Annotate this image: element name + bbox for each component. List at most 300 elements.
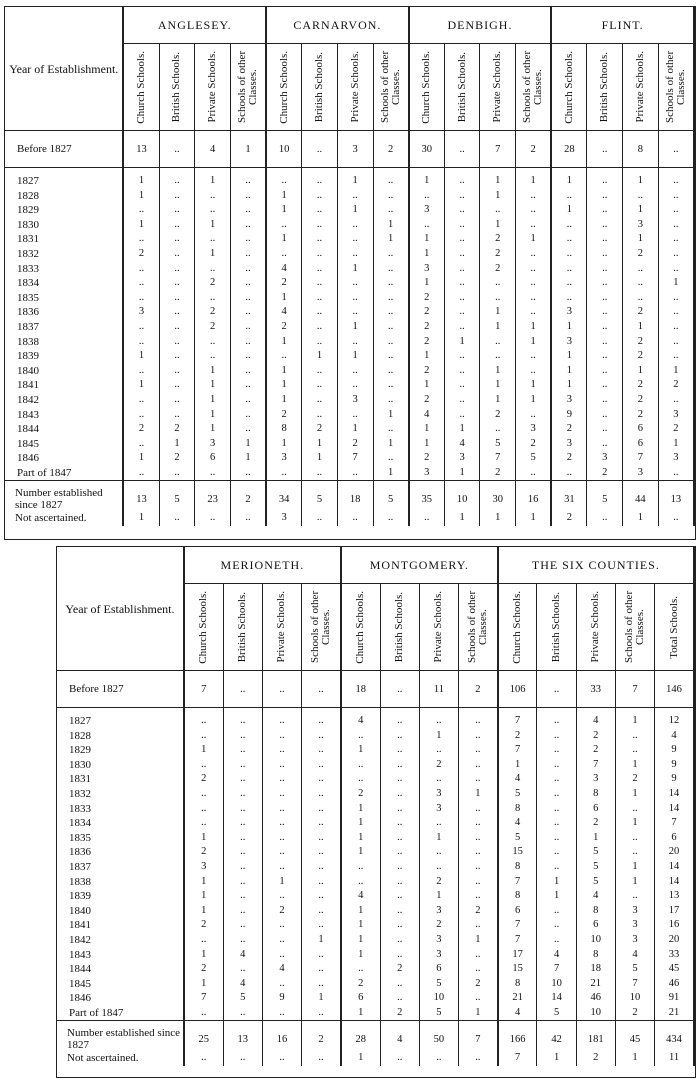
table-cell: 2 xyxy=(195,320,231,335)
table-cell: 2 xyxy=(623,305,659,320)
table-cell: .. xyxy=(195,232,231,247)
table-cell: 5 xyxy=(537,1006,576,1021)
table-cell: .. xyxy=(223,1051,262,1066)
table-cell: 10 xyxy=(576,933,615,948)
table-cell: 7 xyxy=(498,918,537,933)
table-cell: .. xyxy=(615,743,654,758)
column-header xyxy=(409,44,445,131)
column-header xyxy=(576,584,615,671)
table-cell: 5 xyxy=(419,977,458,992)
table-cell: 1 xyxy=(184,875,223,890)
table-cell: .. xyxy=(373,174,409,189)
table-cell: 9 xyxy=(551,408,587,423)
table-cell: 2 xyxy=(337,437,373,452)
table-cell: .. xyxy=(459,729,498,744)
table-cell: .. xyxy=(459,1051,498,1066)
column-header-label: Church Schools. xyxy=(135,50,148,124)
table-cell: .. xyxy=(373,511,409,526)
table-cell: .. xyxy=(337,378,373,393)
table-cell: 2 xyxy=(658,378,694,393)
table-cell: .. xyxy=(459,802,498,817)
table-cell: 3 xyxy=(409,203,445,218)
table-cell: .. xyxy=(230,335,266,350)
table-cell: 2 xyxy=(262,904,301,919)
table-cell: 1 xyxy=(658,276,694,291)
table-cell: 2 xyxy=(498,729,537,744)
table-cell: .. xyxy=(551,232,587,247)
table-cell: .. xyxy=(623,189,659,204)
table-cell: 2 xyxy=(576,1051,615,1066)
table-cell: .. xyxy=(516,203,552,218)
table-cell: .. xyxy=(587,378,623,393)
table-cell: 33 xyxy=(655,948,694,963)
table-cell: 2 xyxy=(341,787,380,802)
table-cell: .. xyxy=(262,948,301,963)
table-cell: 434 xyxy=(655,1021,694,1052)
table-cell: .. xyxy=(262,977,301,992)
table-cell: 4 xyxy=(223,948,262,963)
row-label: 1844 xyxy=(5,422,123,437)
table-cell: .. xyxy=(419,772,458,787)
table-cell: .. xyxy=(537,787,576,802)
table-cell: .. xyxy=(302,393,338,408)
row-label: 1830 xyxy=(57,758,184,773)
table-cell: 1 xyxy=(516,232,552,247)
table-cell: 2 xyxy=(576,729,615,744)
table-cell: 1 xyxy=(409,437,445,452)
table-cell: .. xyxy=(658,203,694,218)
table-cell: 1 xyxy=(516,320,552,335)
year-row xyxy=(5,291,694,306)
table-cell: 1 xyxy=(123,174,159,189)
table-cell: 2 xyxy=(576,743,615,758)
row-label: 1827 xyxy=(5,174,123,189)
table-cell: 2 xyxy=(480,262,516,277)
table-cell: 1 xyxy=(419,729,458,744)
table-cell: 1 xyxy=(480,320,516,335)
row-label: Not ascertained. xyxy=(57,1051,184,1066)
table-cell: 1 xyxy=(615,714,654,729)
table-cell: .. xyxy=(587,364,623,379)
table-cell: .. xyxy=(159,232,195,247)
row-label: 1827 xyxy=(57,714,184,729)
table-cell: 1 xyxy=(341,918,380,933)
table-cell: .. xyxy=(223,802,262,817)
table-cell: 5 xyxy=(498,831,537,846)
table-cell: .. xyxy=(302,889,341,904)
table-cell: 1 xyxy=(337,203,373,218)
row-label: 1844 xyxy=(57,962,184,977)
year-row xyxy=(5,408,694,423)
table-cell: .. xyxy=(373,393,409,408)
table-cell: 1 xyxy=(337,262,373,277)
table-cell: 9 xyxy=(655,743,694,758)
column-header-label: Schools of other Classes. xyxy=(308,590,332,664)
table-cell: .. xyxy=(658,305,694,320)
table-cell: 1 xyxy=(480,305,516,320)
table-cell: 4 xyxy=(262,962,301,977)
table-cell: 4 xyxy=(576,714,615,729)
table-cell: 1 xyxy=(184,743,223,758)
table-cell: .. xyxy=(537,714,576,729)
row-label: 1843 xyxy=(5,408,123,423)
column-header xyxy=(419,584,458,671)
year-row xyxy=(57,743,694,758)
column-header-label: Schools of other Classes. xyxy=(465,590,489,664)
table-cell: 4 xyxy=(498,772,537,787)
table-cell: .. xyxy=(302,247,338,262)
year-row xyxy=(5,364,694,379)
table-cell: 1 xyxy=(184,831,223,846)
table-cell: .. xyxy=(419,743,458,758)
table-cell: .. xyxy=(262,831,301,846)
table-cell: 5 xyxy=(419,1006,458,1021)
table-cell: .. xyxy=(223,671,262,708)
table-cell: 1 xyxy=(341,1006,380,1021)
table-cell: .. xyxy=(623,276,659,291)
table-panel-bottom xyxy=(56,546,696,1078)
table-cell: .. xyxy=(195,291,231,306)
table-cell: .. xyxy=(409,218,445,233)
table-cell: 3 xyxy=(551,305,587,320)
column-header xyxy=(480,44,516,131)
table-cell: .. xyxy=(459,875,498,890)
table-cell: 3 xyxy=(587,451,623,466)
row-label: 1832 xyxy=(57,787,184,802)
table-cell: .. xyxy=(587,262,623,277)
table-cell: 1 xyxy=(195,422,231,437)
column-header xyxy=(337,44,373,131)
table-cell: .. xyxy=(262,1006,301,1021)
table-cell: .. xyxy=(337,189,373,204)
table-cell: .. xyxy=(159,511,195,526)
table-cell: 2 xyxy=(516,131,552,168)
table-cell: 1 xyxy=(459,787,498,802)
table-cell: 16 xyxy=(262,1021,301,1052)
table-cell: 20 xyxy=(655,933,694,948)
table-cell: 1 xyxy=(123,451,159,466)
table-cell: .. xyxy=(223,714,262,729)
table-cell: 3 xyxy=(658,408,694,423)
table-cell: 1 xyxy=(409,378,445,393)
year-row xyxy=(57,816,694,831)
table-cell: 1 xyxy=(373,408,409,423)
table-cell: .. xyxy=(380,948,419,963)
table-cell: .. xyxy=(380,671,419,708)
table-cell: 25 xyxy=(184,1021,223,1052)
table-cell: .. xyxy=(516,349,552,364)
table-cell: 3 xyxy=(419,948,458,963)
table-cell: 7 xyxy=(576,758,615,773)
table-cell: 2 xyxy=(159,451,195,466)
year-row xyxy=(57,1006,694,1021)
table-cell: .. xyxy=(302,320,338,335)
table-cell: .. xyxy=(587,349,623,364)
table-cell: .. xyxy=(537,758,576,773)
year-row xyxy=(5,305,694,320)
table-cell: 2 xyxy=(409,393,445,408)
table-cell: 1 xyxy=(123,511,159,526)
table-cell: 2 xyxy=(587,466,623,481)
table-cell: 6 xyxy=(576,918,615,933)
table-cell: 21 xyxy=(655,1006,694,1021)
table-cell: .. xyxy=(373,247,409,262)
table-cell: .. xyxy=(444,232,480,247)
table-cell: .. xyxy=(159,189,195,204)
table-cell: 3 xyxy=(658,451,694,466)
table-cell: 1 xyxy=(480,364,516,379)
column-header xyxy=(195,44,231,131)
table-cell: .. xyxy=(537,743,576,758)
table-cell: .. xyxy=(516,247,552,262)
table-cell: 50 xyxy=(419,1021,458,1052)
table-cell: .. xyxy=(537,671,576,708)
table-cell: .. xyxy=(302,918,341,933)
table-cell: .. xyxy=(341,875,380,890)
table-cell: .. xyxy=(302,305,338,320)
table-cell: 6 xyxy=(576,802,615,817)
table-cell: 5 xyxy=(480,437,516,452)
table-cell: 1 xyxy=(480,393,516,408)
column-header xyxy=(537,584,576,671)
table-cell: .. xyxy=(123,276,159,291)
table-cell: .. xyxy=(230,262,266,277)
table-cell: 7 xyxy=(655,816,694,831)
table-cell: 7 xyxy=(623,451,659,466)
table-cell: .. xyxy=(223,889,262,904)
table-cell: .. xyxy=(159,466,195,481)
table-cell: 17 xyxy=(655,904,694,919)
table-cell: 2 xyxy=(230,481,266,512)
table-cell: 7 xyxy=(498,875,537,890)
table-cell: 1 xyxy=(184,948,223,963)
table-cell: 1 xyxy=(615,875,654,890)
table-cell: .. xyxy=(223,1006,262,1021)
column-header xyxy=(623,44,659,131)
table-cell: 16 xyxy=(655,918,694,933)
table-cell: .. xyxy=(587,291,623,306)
table-cell: 1 xyxy=(516,335,552,350)
column-header xyxy=(123,44,159,131)
table-cell: 13 xyxy=(123,481,159,512)
table-cell: .. xyxy=(459,714,498,729)
row-label: 1833 xyxy=(5,262,123,277)
year-row xyxy=(5,335,694,350)
column-header xyxy=(459,584,498,671)
table-cell: .. xyxy=(159,291,195,306)
table-cell: 35 xyxy=(409,481,445,512)
table-cell: 9 xyxy=(655,772,694,787)
table-cell: 13 xyxy=(658,481,694,512)
table-cell: .. xyxy=(658,320,694,335)
table-cell: .. xyxy=(551,262,587,277)
table-cell: .. xyxy=(480,276,516,291)
table-cell: 3 xyxy=(409,466,445,481)
table-cell: .. xyxy=(459,845,498,860)
table-cell: .. xyxy=(159,174,195,189)
table-cell: .. xyxy=(230,349,266,364)
column-header xyxy=(159,44,195,131)
table-cell: 30 xyxy=(480,481,516,512)
table-cell: 2 xyxy=(123,247,159,262)
table-cell: 2 xyxy=(623,408,659,423)
row-label: 1839 xyxy=(5,349,123,364)
row-label: Before 1827 xyxy=(57,671,184,708)
column-header xyxy=(551,44,587,131)
table-cell: 1 xyxy=(262,875,301,890)
table-cell: 7 xyxy=(498,743,537,758)
table-cell: .. xyxy=(380,729,419,744)
table-cell: .. xyxy=(380,845,419,860)
table-cell: .. xyxy=(223,933,262,948)
table-cell: .. xyxy=(551,189,587,204)
table-cell: 3 xyxy=(551,335,587,350)
table-cell: .. xyxy=(262,918,301,933)
table-cell: 1 xyxy=(480,174,516,189)
table-cell: 1 xyxy=(195,174,231,189)
table-cell: 1 xyxy=(341,845,380,860)
table-cell: .. xyxy=(302,904,341,919)
table-cell: .. xyxy=(341,860,380,875)
table-panel-top xyxy=(4,6,696,540)
column-header xyxy=(262,584,301,671)
table-cell: .. xyxy=(262,758,301,773)
table-cell: 2 xyxy=(615,772,654,787)
table-cell: 1 xyxy=(373,218,409,233)
year-row xyxy=(5,378,694,393)
table-cell: 6 xyxy=(341,991,380,1006)
table-cell: 4 xyxy=(380,1021,419,1052)
total-row xyxy=(57,1021,694,1052)
year-row xyxy=(5,466,694,481)
column-header-label: Private Schools. xyxy=(348,51,361,123)
table-cell: 1 xyxy=(184,904,223,919)
table-cell: 2 xyxy=(380,962,419,977)
year-row xyxy=(5,232,694,247)
column-header-label: Church Schools. xyxy=(354,590,367,664)
table-cell: .. xyxy=(587,247,623,262)
column-header-label: Church Schools. xyxy=(420,50,433,124)
table-cell: 1 xyxy=(444,422,480,437)
row-label: Number established since 1827 xyxy=(57,1021,184,1052)
table-cell: 7 xyxy=(615,977,654,992)
table-cell: .. xyxy=(230,364,266,379)
table-cell: .. xyxy=(230,189,266,204)
table-cell: 2 xyxy=(302,422,338,437)
table-cell: .. xyxy=(302,743,341,758)
table-cell: 2 xyxy=(459,904,498,919)
table-cell: 4 xyxy=(537,948,576,963)
table-cell: 12 xyxy=(655,714,694,729)
table-cell: .. xyxy=(262,860,301,875)
table-cell: 2 xyxy=(480,232,516,247)
table-cell: 1 xyxy=(551,364,587,379)
table-cell: .. xyxy=(184,787,223,802)
table-cell: .. xyxy=(444,189,480,204)
table-cell: 4 xyxy=(655,729,694,744)
table-cell: 5 xyxy=(498,787,537,802)
column-header-label: Schools of other Classes. xyxy=(235,50,259,124)
row-label: 1829 xyxy=(5,203,123,218)
table-cell: .. xyxy=(373,203,409,218)
table-cell: 10 xyxy=(576,1006,615,1021)
table-cell: .. xyxy=(380,758,419,773)
year-row xyxy=(57,845,694,860)
county-name: MONTGOMERY. xyxy=(341,547,498,584)
table-cell: 1 xyxy=(498,758,537,773)
table-cell: .. xyxy=(459,962,498,977)
table-cell: 8 xyxy=(266,422,302,437)
table-cell: .. xyxy=(302,189,338,204)
county-name: FLINT. xyxy=(551,7,694,44)
table-cell: 1 xyxy=(551,349,587,364)
table-cell: .. xyxy=(459,918,498,933)
table-cell: .. xyxy=(262,714,301,729)
table-cell: .. xyxy=(419,714,458,729)
table-cell: .. xyxy=(230,305,266,320)
table-cell: 5 xyxy=(516,451,552,466)
table-cell: .. xyxy=(373,189,409,204)
table-cell: .. xyxy=(302,1006,341,1021)
table-cell: .. xyxy=(444,262,480,277)
table-cell: 2 xyxy=(459,671,498,708)
table-cell: .. xyxy=(195,203,231,218)
table-cell: 18 xyxy=(337,481,373,512)
table-cell: 5 xyxy=(576,860,615,875)
table-cell: .. xyxy=(223,875,262,890)
table-cell: 1 xyxy=(195,218,231,233)
year-row xyxy=(57,948,694,963)
column-header-label: Schools of other Classes. xyxy=(623,590,646,664)
table-cell: .. xyxy=(230,203,266,218)
table-cell: 2 xyxy=(480,247,516,262)
table-cell: .. xyxy=(380,772,419,787)
table-cell: 1 xyxy=(123,218,159,233)
table-cell: 5 xyxy=(576,875,615,890)
table-cell: 1 xyxy=(537,889,576,904)
row-label: 1828 xyxy=(57,729,184,744)
row-label: 1842 xyxy=(57,933,184,948)
table-cell: 4 xyxy=(223,977,262,992)
table-cell: .. xyxy=(159,218,195,233)
row-label: 1831 xyxy=(5,232,123,247)
table-cell: .. xyxy=(302,466,338,481)
table-cell: 14 xyxy=(655,875,694,890)
table-cell: 44 xyxy=(623,481,659,512)
table-cell: .. xyxy=(587,218,623,233)
table-cell: 1 xyxy=(615,758,654,773)
table-cell: .. xyxy=(516,276,552,291)
column-header-label: Church Schools. xyxy=(511,590,524,664)
table-cell: .. xyxy=(223,831,262,846)
column-header-label: Church Schools. xyxy=(197,590,210,664)
county-name: THE SIX COUNTIES. xyxy=(498,547,694,584)
table-cell: .. xyxy=(230,393,266,408)
table-cell: 1 xyxy=(537,1051,576,1066)
row-label: 1839 xyxy=(57,889,184,904)
table-cell: .. xyxy=(587,320,623,335)
before-row xyxy=(5,131,694,168)
table-cell: 2 xyxy=(195,305,231,320)
table-cell: 1 xyxy=(266,378,302,393)
table-cell: .. xyxy=(444,174,480,189)
table-cell: .. xyxy=(337,335,373,350)
table-cell: .. xyxy=(444,408,480,423)
table-cell: .. xyxy=(373,364,409,379)
table-cell: 1 xyxy=(444,511,480,526)
table-cell: 1 xyxy=(230,451,266,466)
table-cell: 1 xyxy=(459,1006,498,1021)
